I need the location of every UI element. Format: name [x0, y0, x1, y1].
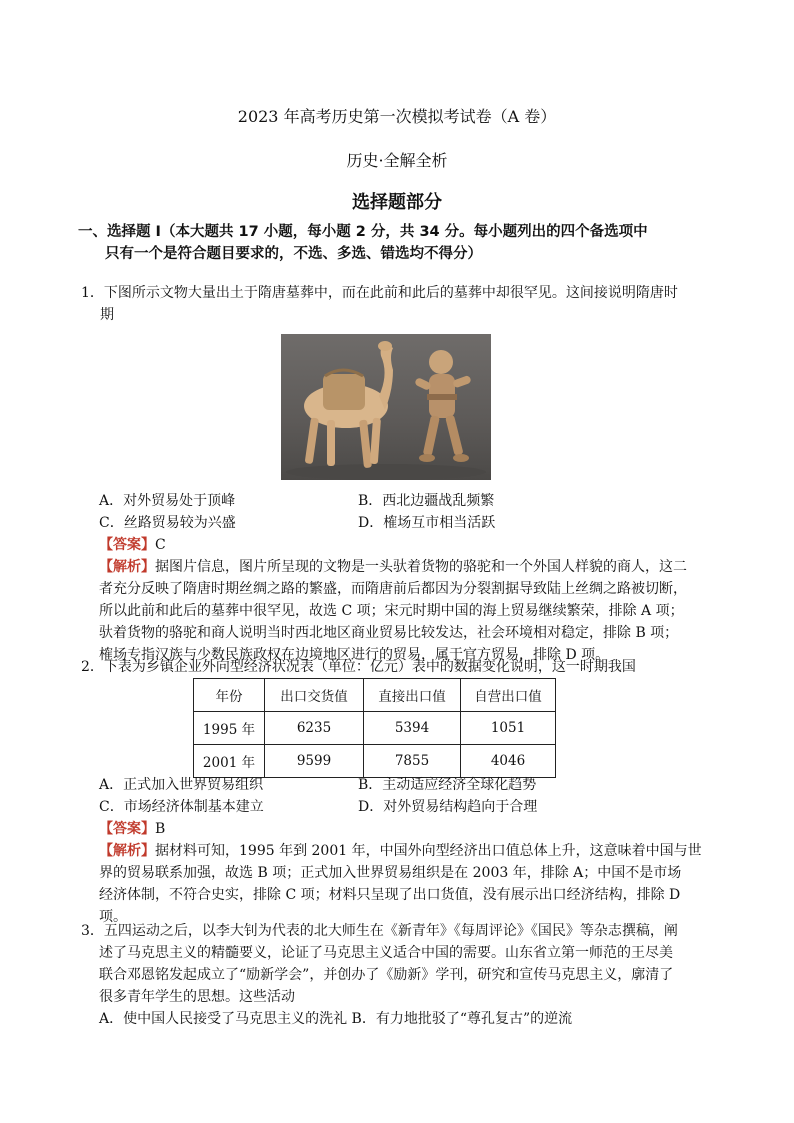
- table-header-cell: 出口交货值: [265, 679, 364, 712]
- q3-stem-line3: 联合邓恩铭发起成立了“励新学会”，并创办了《励新》学刊，研究和宣传马克思主义，廓清了: [99, 967, 674, 983]
- explanation-text: 据图片信息，图片所呈现的文物是一头驮着货物的骆驼和一个外国人样貌的商人，这二: [155, 559, 687, 575]
- q1-explanation-line2: 者充分反映了隋唐时期丝绸之路的繁盛，而隋唐前后都因为分裂割据导致陆上丝绸之路被切断，: [99, 581, 687, 597]
- table-header-cell: 直接出口值: [364, 679, 461, 712]
- table-cell: 7855: [364, 745, 461, 778]
- explanation-label: 【解析】: [99, 843, 155, 859]
- q2-explanation-line2: 界的贸易联系加强，故选 B 项；正式加入世界贸易组织是在 2003 年，排除 A；中国不是市场: [99, 865, 682, 881]
- export-data-table: [193, 678, 556, 778]
- q2-option-a: A．正式加入世界贸易组织: [99, 777, 264, 793]
- table-cell: 4046: [461, 745, 556, 778]
- q1-explanation-line1: [99, 556, 687, 578]
- q1-answer: [99, 534, 166, 556]
- answer-label: 【答案】: [99, 537, 155, 553]
- answer-label: 【答案】: [99, 821, 155, 837]
- table-header-cell: 年份: [194, 679, 265, 712]
- q2-option-d: D．对外贸易结构趋向于合理: [358, 799, 538, 815]
- table-cell: 9599: [265, 745, 364, 778]
- q1-option-d: D．榷场互市相当活跃: [358, 515, 496, 531]
- part-instruction-line1: 一、选择题 I（本大题共 17 小题，每小题 2 分，共 34 分。每小题列出的四个备选项中: [78, 224, 648, 240]
- table-row: [194, 745, 556, 778]
- q1-explanation-line4: 驮着货物的骆驼和商人说明当时西北地区商业贸易比较发达，社会环境相对稳定，排除 B 项；: [99, 625, 679, 641]
- q3-stem-line1: 3．五四运动之后，以李大钊为代表的北大师生在《新青年》《每周评论》《国民》等杂志撰稿，阐: [81, 923, 678, 939]
- exam-subtitle: 历史·全解全析: [346, 151, 448, 170]
- table-header-row: [194, 679, 556, 712]
- q2-stem: 2．下表为乡镇企业外向型经济状况表（单位：亿元）表中的数据变化说明，这一时期我国: [81, 659, 636, 675]
- q2-explanation-line4: 项。: [99, 909, 127, 925]
- part-instruction-line2: 只有一个是符合题目要求的，不选、多选、错选均不得分）: [105, 246, 482, 262]
- artifact-photo: [281, 334, 491, 480]
- q2-explanation-line1: [99, 840, 702, 862]
- table-row: [194, 712, 556, 745]
- table-cell: 2001 年: [194, 745, 265, 778]
- q3-options-ab: A．使中国人民接受了马克思主义的洗礼 B．有力地批驳了“尊孔复古”的逆流: [99, 1011, 573, 1027]
- q1-option-c: C．丝路贸易较为兴盛: [99, 515, 236, 531]
- q1-option-a: A．对外贸易处于顶峰: [99, 493, 236, 509]
- q1-explanation-line3: 所以此前和此后的墓葬中很罕见，故选 C 项；宋元时期中国的海上贸易继续繁荣，排除 A 项；: [99, 603, 684, 619]
- table-cell: 1051: [461, 712, 556, 745]
- q1-stem-line1: 1．下图所示文物大量出土于隋唐墓葬中，而在此前和此后的墓葬中却很罕见。这间接说明隋唐时: [81, 285, 678, 301]
- answer-value: B: [155, 821, 166, 837]
- q2-option-c: C．市场经济体制基本建立: [99, 799, 264, 815]
- explanation-text: 据材料可知，1995 年到 2001 年，中国外向型经济出口值总体上升，这意味着中国与世: [155, 843, 702, 859]
- table-cell: 6235: [265, 712, 364, 745]
- q2-explanation-line3: 经济体制，不符合史实，排除 C 项；材料只呈现了出口货值，没有展示出口经济结构，排除 D: [99, 887, 681, 903]
- explanation-label: 【解析】: [99, 559, 155, 575]
- table-cell: 5394: [364, 712, 461, 745]
- answer-value: C: [155, 537, 166, 553]
- exam-title: 2023 年高考历史第一次模拟考试卷（A 卷）: [237, 107, 557, 126]
- q3-stem-line2: 述了马克思主义的精髓要义，论证了马克思主义适合中国的需要。山东省立第一师范的王尽美: [99, 945, 673, 961]
- q1-option-b: B．西北边疆战乱频繁: [358, 493, 495, 509]
- section-heading: 选择题部分: [352, 192, 442, 213]
- q1-stem-line2: 期: [100, 307, 114, 323]
- q1-explanation-line5: 榷场专指汉族与少数民族政权在边境地区进行的贸易，属于官方贸易，排除 D 项。: [99, 647, 610, 663]
- table-cell: 1995 年: [194, 712, 265, 745]
- q2-answer: [99, 818, 165, 840]
- camel-merchant-figurine-icon: [281, 334, 491, 480]
- q3-stem-line4: 很多青年学生的思想。这些活动: [99, 989, 295, 1005]
- q2-option-b: B．主动适应经济全球化趋势: [358, 777, 537, 793]
- table-header-cell: 自营出口值: [461, 679, 556, 712]
